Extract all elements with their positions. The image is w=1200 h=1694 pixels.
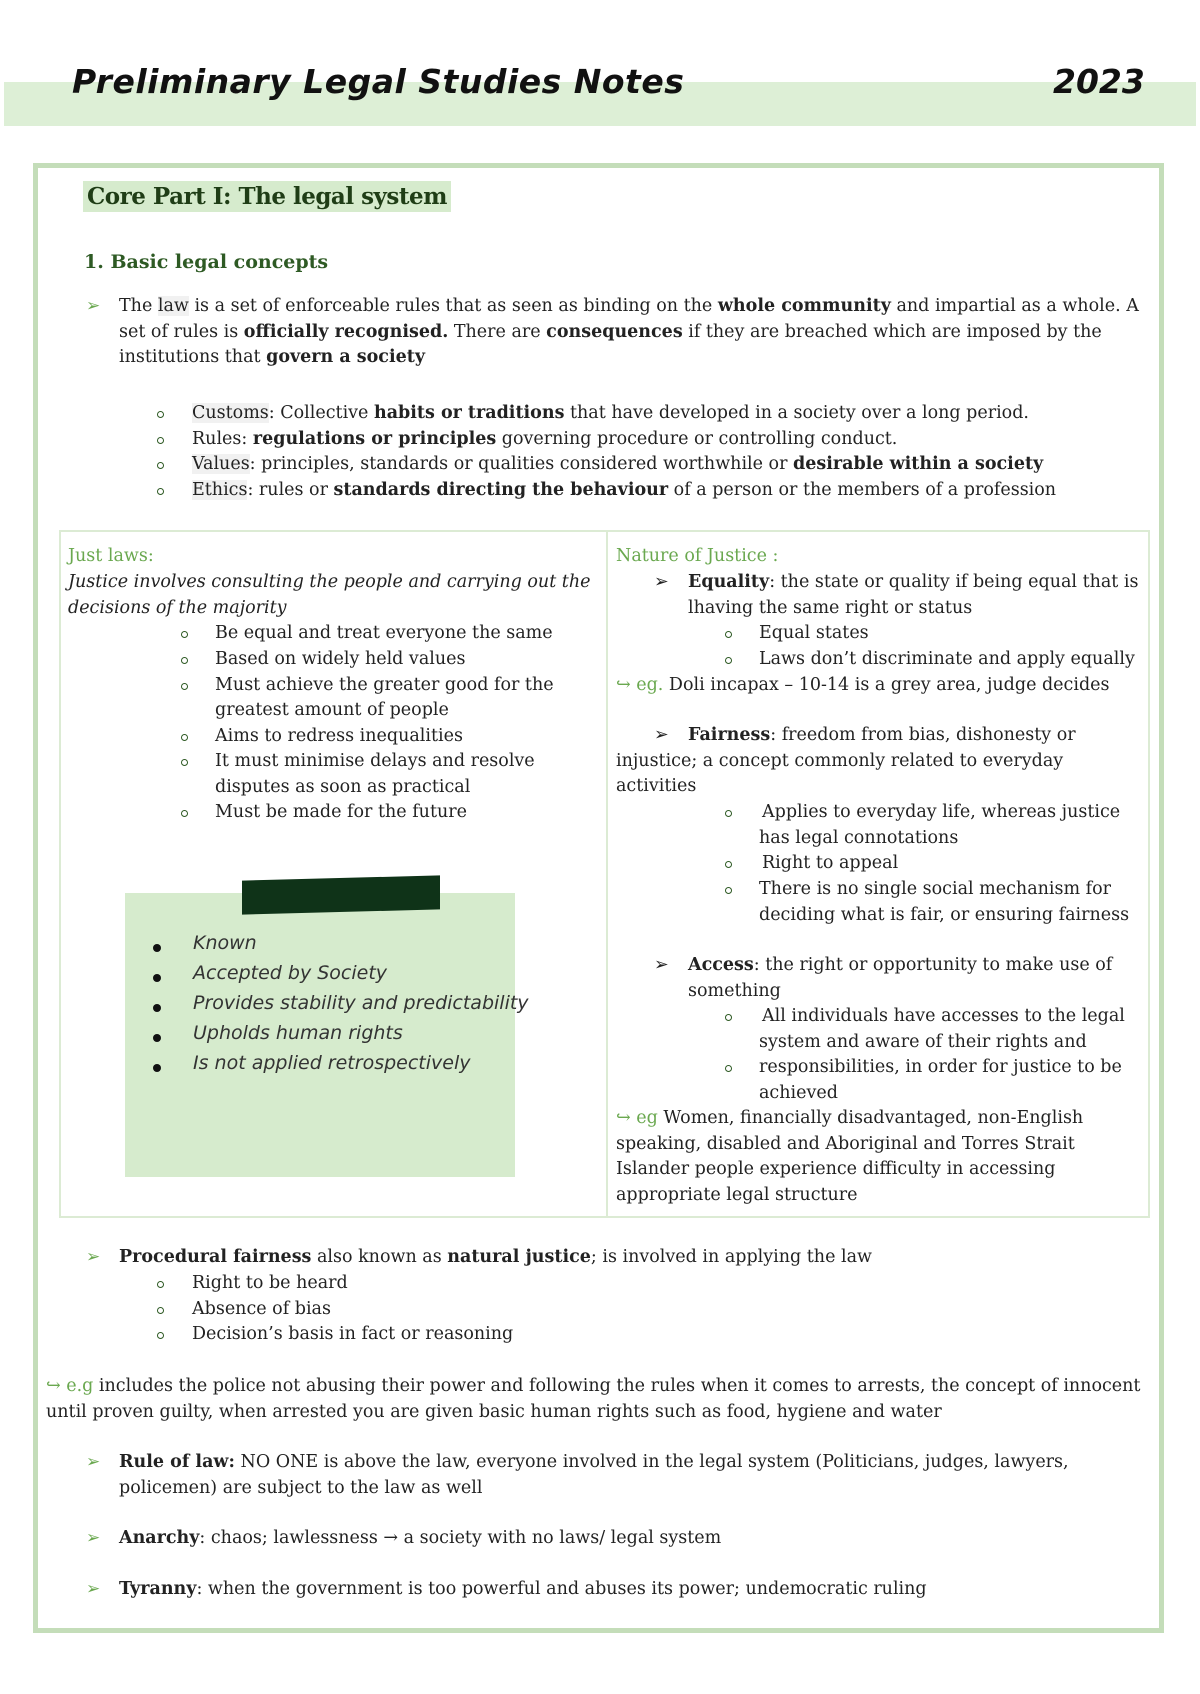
list-item-continued: has legal connotations <box>759 828 959 848</box>
list-item: Ethics: rules or standards directing the behaviour of a person or the members of a profession <box>192 480 1057 500</box>
note-item: Accepted by Society <box>193 962 388 984</box>
list-item: Decision’s basis in fact or reasoning <box>192 1324 514 1344</box>
table-divider <box>606 530 608 1218</box>
just-laws-heading: Just laws: <box>68 546 154 566</box>
circle-bullet-icon <box>157 488 164 495</box>
equality-definition: Equality: the state or quality if being equal that is lhaving the same right or status <box>688 572 1139 618</box>
list-item-continued: deciding what is fair, or ensuring fairness <box>759 905 1130 925</box>
note-item: Provides stability and predictability <box>193 992 529 1014</box>
bullet-arrow-icon: ➢ <box>86 1452 101 1472</box>
bullet-arrow-icon: ➢ <box>86 1528 101 1548</box>
bullet-arrow-icon: ➢ <box>86 296 101 316</box>
circle-bullet-icon <box>181 683 188 690</box>
section-heading: 1. Basic legal concepts <box>84 251 329 273</box>
document-title: Preliminary Legal Studies Notes <box>72 62 685 101</box>
circle-bullet-icon <box>725 887 732 894</box>
bullet-arrow-icon: ➢ <box>86 1247 101 1267</box>
circle-bullet-icon <box>157 437 164 444</box>
list-item: Values: principles, standards or qualities considered worthwhile or desirable within a society <box>192 454 1044 474</box>
note-item: Known <box>193 932 257 954</box>
list-item: responsibilities, in order for justice to be <box>759 1057 1122 1077</box>
circle-bullet-icon <box>725 1065 732 1072</box>
core-part-title: Core Part I: The legal system <box>83 181 451 212</box>
circle-bullet-icon <box>181 810 188 817</box>
list-item: Be equal and treat everyone the same <box>215 623 553 643</box>
list-item: Absence of bias <box>192 1299 331 1319</box>
list-item: Equal states <box>759 623 869 643</box>
circle-bullet-icon <box>181 657 188 664</box>
rule-of-law: Rule of law: NO ONE is above the law, everyone involved in the legal system (Politicians, judges, lawyers, policemen) are subject to the law as well <box>119 1452 1069 1498</box>
circle-bullet-icon <box>157 1332 164 1339</box>
access-definition: Access: the right or opportunity to make use of something <box>688 955 1113 1001</box>
procedural-example: ↪ e.g includes the police not abusing their power and following the rules when it comes to arrests, the concept of innocent until proven guilty, when arrested you are given basic human rights such as food, hygiene and water <box>46 1376 1141 1422</box>
list-item: Right to appeal <box>762 853 899 873</box>
bullet-dot-icon <box>153 1034 161 1042</box>
circle-bullet-icon <box>725 657 732 664</box>
procedural-fairness: Procedural fairness also known as natural justice; is involved in applying the law <box>119 1247 873 1267</box>
nature-heading: Nature of Justice : <box>616 546 779 566</box>
bullet-arrow-icon: ➢ <box>86 1579 101 1599</box>
list-item: Based on widely held values <box>215 649 466 669</box>
anarchy: Anarchy: chaos; lawlessness → a society with no laws/ legal system <box>119 1528 722 1548</box>
circle-bullet-icon <box>725 861 732 868</box>
list-item-continued: system and aware of their rights and <box>759 1032 1087 1052</box>
bullet-arrow-icon: ➢ <box>654 572 669 592</box>
list-item: All individuals have accesses to the legal <box>762 1006 1125 1026</box>
note-item: Upholds human rights <box>193 1022 403 1044</box>
bullet-dot-icon <box>153 1004 161 1012</box>
circle-bullet-icon <box>725 631 732 638</box>
list-item-continued: achieved <box>759 1083 838 1103</box>
list-item: Aims to redress inequalities <box>215 726 463 746</box>
list-item: Rules: regulations or principles governing procedure or controlling conduct. <box>192 429 898 449</box>
circle-bullet-icon <box>157 462 164 469</box>
list-item: There is no single social mechanism for <box>759 879 1112 899</box>
bullet-dot-icon <box>153 974 161 982</box>
tape-strip <box>242 875 440 914</box>
equality-example: ↪ eg. Doli incapax – 10-14 is a grey area, judge decides <box>616 675 1110 695</box>
just-laws-intro: Justice involves consulting the people and carrying out the decisions of the majority <box>68 572 591 618</box>
circle-bullet-icon <box>181 734 188 741</box>
circle-bullet-icon <box>181 759 188 766</box>
fairness-definition: Fairness: freedom from bias, dishonesty or injustice; a concept commonly related to everyday activities <box>616 725 1076 796</box>
circle-bullet-icon <box>725 1014 732 1021</box>
bullet-dot-icon <box>153 1064 161 1072</box>
circle-bullet-icon <box>157 411 164 418</box>
document-year: 2023 <box>1053 62 1145 101</box>
list-item: Right to be heard <box>192 1273 348 1293</box>
list-item-continued: disputes as soon as practical <box>215 777 471 797</box>
circle-bullet-icon <box>157 1281 164 1288</box>
circle-bullet-icon <box>157 1307 164 1314</box>
access-example: ↪ eg Women, financially disadvantaged, non-English speaking, disabled and Aboriginal and Torres Strait Islander people experience difficulty in accessing appropriate legal structure <box>616 1108 1084 1205</box>
list-item: Must be made for the future <box>215 802 467 822</box>
circle-bullet-icon <box>725 810 732 817</box>
list-item-continued: greatest amount of people <box>215 700 449 720</box>
list-item: Laws don’t discriminate and apply equally <box>759 649 1135 669</box>
tyranny: Tyranny: when the government is too powerful and abuses its power; undemocratic ruling <box>119 1579 927 1599</box>
list-item: Customs: Collective habits or traditions that have developed in a society over a long period. <box>192 403 1029 423</box>
list-item: Applies to everyday life, whereas justice <box>762 802 1121 822</box>
circle-bullet-icon <box>181 631 188 638</box>
bullet-arrow-icon: ➢ <box>654 955 669 975</box>
bullet-arrow-icon: ➢ <box>654 725 669 745</box>
law-definition: The law is a set of enforceable rules that as seen as binding on the whole community and impartial as a whole. A set of rules is officially recognised. There are consequences if they are breached which are imposed by the institutions that govern a society <box>119 296 1139 367</box>
list-item: It must minimise delays and resolve <box>215 751 535 771</box>
list-item: Must achieve the greater good for the <box>215 675 554 695</box>
bullet-dot-icon <box>153 944 161 952</box>
note-item: Is not applied retrospectively <box>193 1052 471 1074</box>
